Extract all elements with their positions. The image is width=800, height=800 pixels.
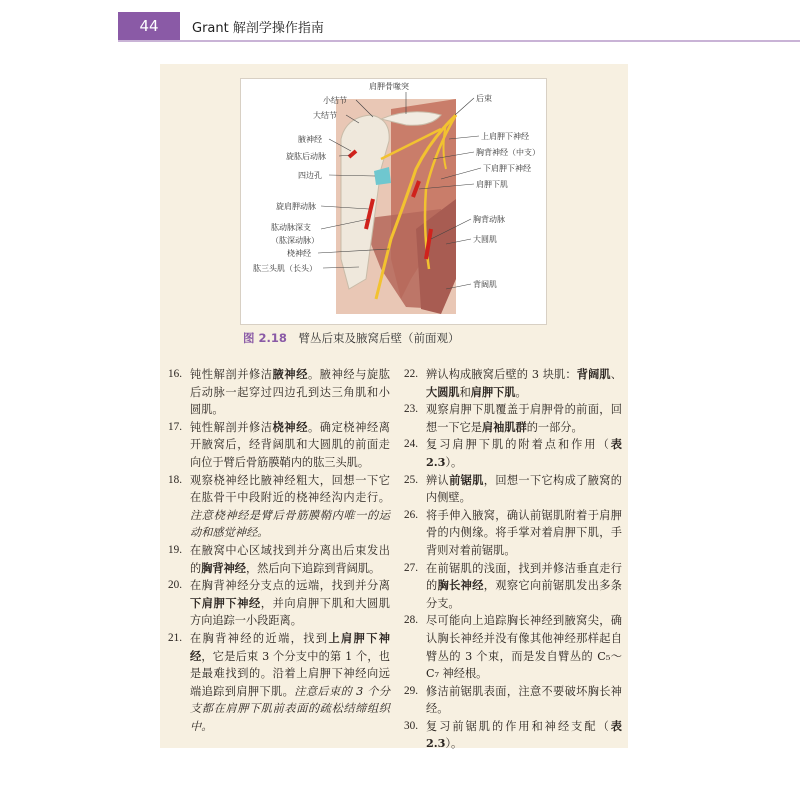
step-item — [404, 718, 622, 753]
bold-term: 肩袖肌群 — [481, 419, 527, 434]
step-number: 16. — [168, 368, 182, 380]
step-number: 23. — [404, 403, 418, 416]
text-segment: 、 — [610, 368, 622, 381]
text-segment: ，回想一下它构成了腋窝的内侧壁。 — [426, 473, 622, 505]
text-segment: 。确定桡神经离开腋窝后，经背阔肌和大圆肌的前面走向位于臂后骨筋膜鞘内的肱三头肌。 — [190, 420, 390, 469]
text-segment: 和 — [459, 385, 471, 399]
step-item — [404, 472, 622, 507]
bold-term: 胸背神经 — [201, 560, 246, 575]
step-number: 29. — [404, 684, 418, 697]
step-item — [404, 366, 622, 401]
text-segment: 在胸背神经的近端，找到 — [190, 631, 329, 645]
step-text — [190, 577, 390, 630]
header-rule — [118, 40, 800, 42]
label-triceps-long-head: 肱三头肌（长头） — [253, 264, 317, 273]
label-greater-tubercle: 大结节 — [313, 111, 337, 120]
figure-caption — [243, 330, 460, 346]
bold-term: 表 2.3 — [426, 718, 622, 751]
step-text — [190, 366, 390, 419]
label-post-circumflex-humeral: 旋肱后动脉 — [286, 152, 326, 161]
bold-term: 大圆肌 — [426, 384, 460, 399]
step-number: 21. — [168, 631, 182, 644]
step-number: 26. — [404, 508, 418, 521]
anatomy-figure — [240, 78, 547, 325]
bold-term: 下肩胛下神经 — [190, 595, 261, 610]
label-thoracodorsal-artery: 胸背动脉 — [473, 215, 505, 224]
figure-number: 图 2.18 — [243, 331, 287, 345]
step-number: 30. — [404, 719, 418, 732]
step-number: 28. — [404, 614, 418, 627]
step-item — [404, 436, 622, 471]
step-item — [168, 472, 390, 542]
step-number: 17. — [168, 420, 182, 433]
step-item — [168, 366, 390, 419]
text-segment: 的一部分。 — [526, 420, 583, 434]
label-radial-nerve: 桡神经 — [287, 249, 311, 258]
label-deep-brachial-1: 肱动脉深支 — [271, 223, 311, 232]
step-item — [404, 612, 622, 682]
label-circumflex-scapular: 旋肩胛动脉 — [276, 202, 316, 211]
text-segment: 尽可能向上追踪胸长神经到腋窝尖，确认胸长神经并没有像其他神经那样起自臂丛的 3 个束，而是发自臂丛的 C₅～C₇ 神经根。 — [426, 614, 622, 681]
label-thoracodorsal-mid: 胸背神经（中支） — [476, 148, 540, 157]
text-segment: 在胸背神经分支点的远端，找到并分离 — [190, 579, 390, 593]
text-segment: 钝性解剖并修洁 — [190, 420, 273, 434]
bold-term: 上肩胛下神经 — [190, 630, 390, 663]
bold-term: 肩胛下肌 — [470, 384, 516, 399]
label-quadrangular-space: 四边孔 — [298, 171, 322, 180]
bold-term: 腋神经 — [272, 367, 308, 381]
bold-term: 表 2.3 — [426, 437, 622, 469]
step-text — [426, 507, 622, 560]
step-number: 27. — [404, 561, 418, 574]
italic-note: 注意桡神经是臂后骨筋膜鞘内唯一的运动和感觉神经。 — [190, 508, 390, 540]
bold-term: 胸长神经 — [437, 578, 484, 593]
step-item — [168, 542, 390, 577]
text-segment: 辨认 — [426, 473, 450, 487]
bold-term: 前锯肌 — [449, 472, 484, 487]
step-number: 19. — [168, 543, 182, 556]
step-number: 20. — [168, 579, 182, 592]
step-text — [426, 436, 622, 471]
text-segment: 辨认构成腋窝后壁的 3 块肌： — [426, 368, 577, 381]
text-segment: ，然后向下追踪到背阔肌。 — [245, 561, 381, 575]
label-teres-major: 大圆肌 — [473, 235, 497, 244]
step-text — [426, 472, 622, 507]
label-axillary-nerve: 腋神经 — [298, 135, 322, 144]
anatomy-illustration — [241, 79, 546, 324]
label-subscapularis: 肩胛下肌 — [476, 180, 508, 189]
step-item — [404, 560, 622, 613]
step-text — [426, 560, 622, 613]
text-segment: 观察桡神经比腋神经粗大，回想一下它在肱骨干中段附近的桡神经沟内走行。 — [190, 473, 390, 505]
text-segment: 修洁前锯肌表面，注意不要破坏胸长神经。 — [426, 684, 622, 716]
text-segment: ，观察它向前锯肌发出多条分支。 — [426, 579, 622, 610]
text-segment: 复习肩胛下肌的附着点和作用（ — [426, 438, 611, 452]
text-segment: ，它是后束 3 个分支中的第 1 个，也是最难找到的。沿着上肩胛下神经向远端追踪到肩胛下肌。 — [190, 649, 390, 698]
bold-term: 背阔肌 — [576, 367, 611, 381]
step-text — [426, 718, 622, 753]
label-deep-brachial-2: （肱深动脉） — [271, 236, 319, 245]
right-column — [404, 366, 622, 753]
italic-note: 注意后束的 3 个分支都在肩胛下肌前表面的疏松结缔组织中。 — [190, 684, 390, 733]
step-item — [404, 507, 622, 560]
step-item — [404, 401, 622, 436]
step-text — [190, 542, 390, 577]
step-text — [426, 683, 622, 718]
step-text — [426, 612, 622, 682]
step-number: 24. — [404, 438, 418, 451]
step-text — [426, 366, 622, 401]
label-acromion: 肩胛骨喙突 — [369, 82, 409, 91]
step-item — [168, 419, 390, 472]
step-text — [190, 472, 390, 542]
step-number: 22. — [404, 368, 418, 380]
label-posterior-cord: 后束 — [476, 94, 492, 103]
step-item — [168, 577, 390, 630]
step-text — [190, 419, 390, 472]
step-number: 18. — [168, 473, 182, 486]
step-text — [190, 630, 390, 736]
running-title: Grant 解剖学操作指南 — [192, 21, 324, 36]
text-segment: ，并向肩胛下肌和大圆肌方向追踪一小段距离。 — [190, 596, 390, 628]
bold-term: 桡神经 — [272, 419, 308, 434]
step-item — [168, 630, 390, 736]
text-segment: 复习前锯肌的作用和神经支配（ — [426, 719, 611, 733]
text-segment: 观察肩胛下肌覆盖于肩胛骨的前面，回想一下它是 — [426, 403, 622, 434]
text-segment: 钝性解剖并修洁 — [190, 368, 273, 381]
text-segment: 将手伸入腋窝，确认前锯肌附着于肩胛骨的内侧缘。将手掌对着肩胛下肌，手背则对着前锯肌。 — [426, 508, 622, 557]
label-lesser-tubercle: 小结节 — [323, 96, 347, 105]
text-segment: 在前锯肌的浅面，找到并修洁垂直走行的 — [426, 561, 622, 593]
text-segment: 。腋神经与旋肱后动脉一起穿过四边孔到达三角肌和小圆肌。 — [190, 368, 390, 417]
text-segment: 。 — [515, 385, 527, 399]
label-latissimus-dorsi: 背阔肌 — [473, 280, 497, 289]
left-column — [168, 366, 390, 735]
text-segment: ）。 — [445, 737, 463, 751]
step-number: 25. — [404, 473, 418, 486]
text-segment: ）。 — [445, 455, 463, 469]
step-text — [426, 401, 622, 436]
figure-caption-text: 臂丛后束及腋窝后壁（前面观） — [298, 331, 460, 345]
text-segment: 在腋窝中心区域找到并分离出后束发出的 — [190, 543, 390, 575]
page-number-tab: 44 — [118, 12, 180, 40]
label-lower-subscapular: 下肩胛下神经 — [483, 164, 531, 173]
step-item — [404, 683, 622, 718]
label-upper-subscapular: 上肩胛下神经 — [481, 132, 529, 141]
